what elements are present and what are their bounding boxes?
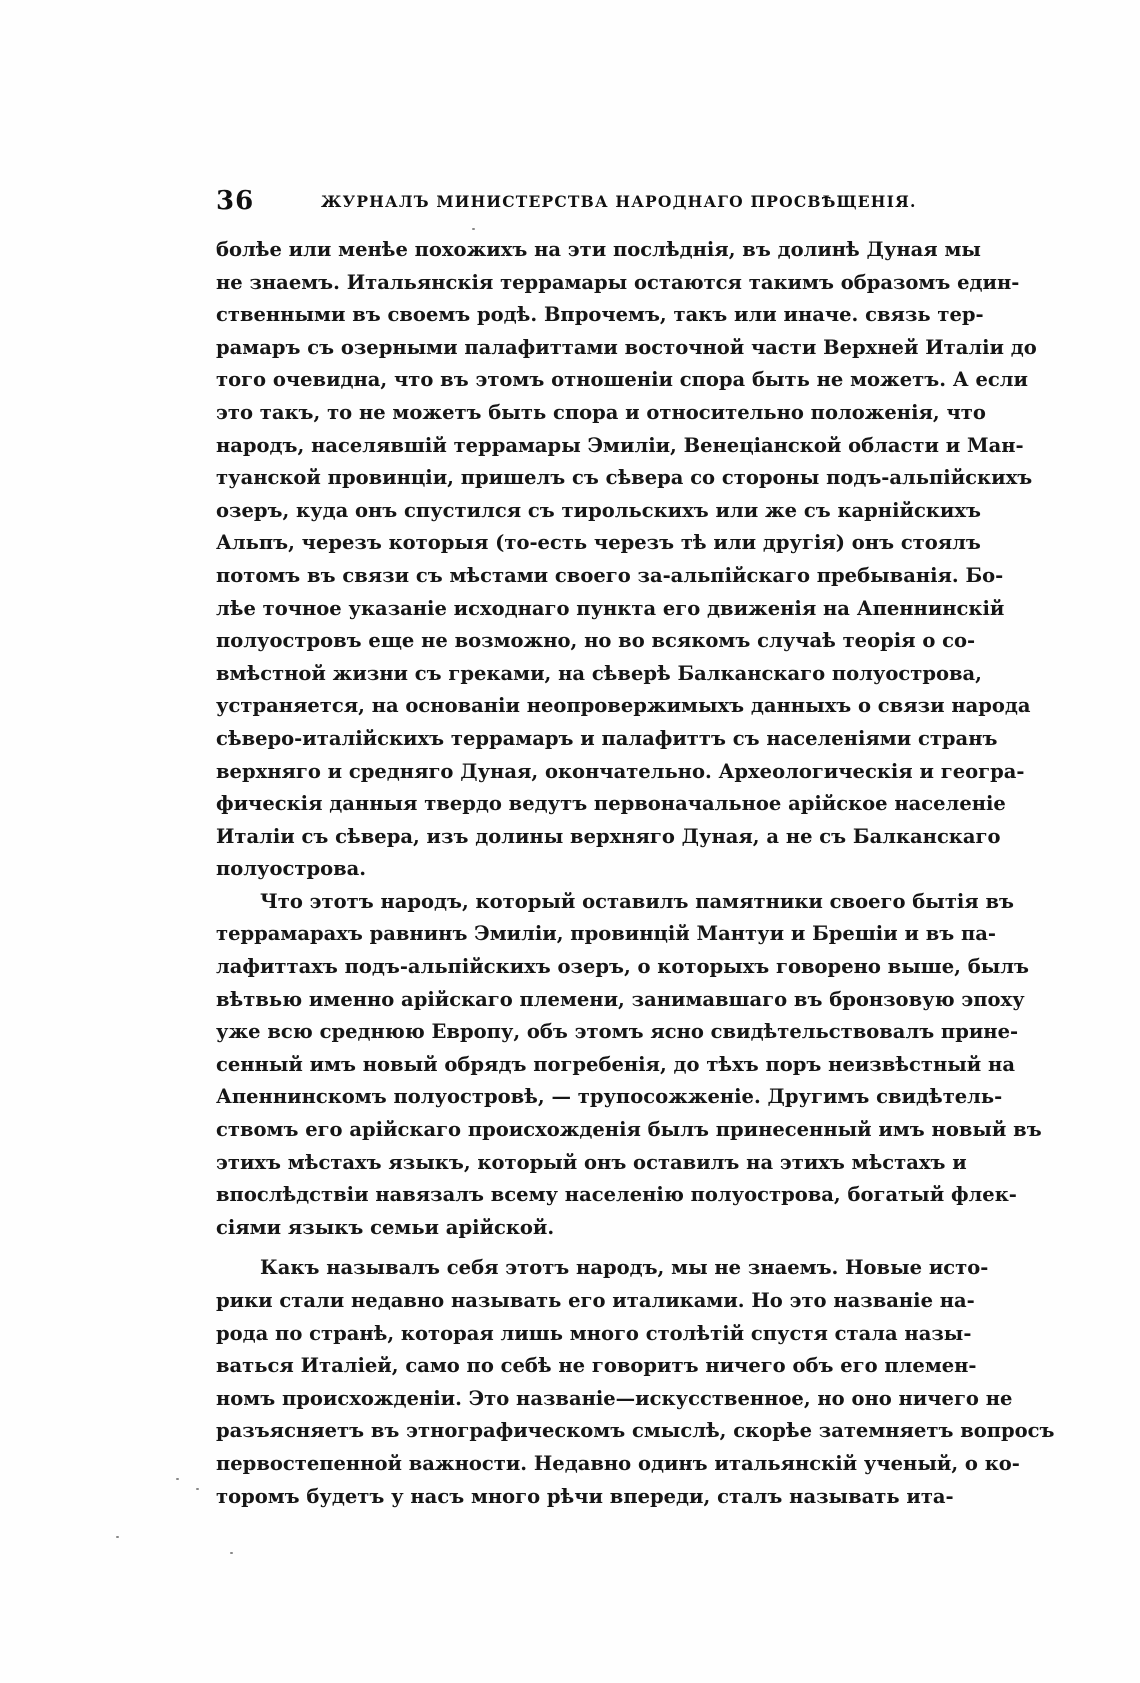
text-line: потомъ въ связи съ мѣстами своего за-альпійскаго пребыванія. Бо-: [216, 563, 1004, 587]
text-line: ваться Италіей, само по себѣ не говоритъ ничего объ его племен-: [216, 1354, 977, 1378]
text-line: туанской провинціи, пришелъ съ сѣвера со стороны подъ-альпійскихъ: [216, 466, 1033, 490]
text-line: фическія данныя твердо ведутъ первоначальное арійское населеніе: [216, 792, 1006, 816]
text-line: лафиттахъ подъ-альпійскихъ озеръ, о которыхъ говорено выше, былъ: [216, 955, 1029, 979]
text-line: устраняется, на основаніи неопровержимыхъ данныхъ о связи народа: [216, 694, 1031, 718]
body-text: [216, 234, 1055, 1513]
text-line: не знаемъ. Итальянскія террамары остаются такимъ образомъ един-: [216, 270, 1020, 294]
text-line: лѣе точное указаніе исходнаго пункта его движенія на Апеннинскій: [216, 596, 1005, 620]
text-line: этихъ мѣстахъ языкъ, который онъ оставилъ на этихъ мѣстахъ и: [216, 1150, 967, 1174]
text-line: вѣтвью именно арійскаго племени, занимавшаго въ бронзовую эпоху: [216, 987, 1025, 1011]
paragraph-end-line: полуострова.: [216, 857, 367, 881]
text-line: террамарахъ равнинъ Эмиліи, провинцій Мантуи и Брешіи и въ па-: [216, 922, 996, 946]
text-line: Италіи съ сѣвера, изъ долины верхняго Дуная, а не съ Балканскаго: [216, 824, 1001, 848]
paragraph-start-line: Какъ называлъ себя этотъ народъ, мы не знаемъ. Новые исто-: [260, 1256, 989, 1280]
text-line: впослѣдствіи навязалъ всему населенію полуострова, богатый флек-: [216, 1183, 1017, 1207]
text-line: Альпъ, черезъ которыя (то-есть черезъ тѣ или другія) онъ стоялъ: [216, 531, 981, 555]
text-line: вмѣстной жизни съ греками, на сѣверѣ Балканскаго полуострова,: [216, 661, 982, 685]
paragraph-end-line: сіями языкъ семьи арійской.: [216, 1215, 555, 1239]
text-line: сѣверо-италійскихъ террамаръ и палафиттъ съ населеніями странъ: [216, 726, 998, 750]
page-header: [216, 186, 936, 216]
text-line: сенный имъ новый обрядъ погребенія, до тѣхъ поръ неизвѣстный на: [216, 1052, 1015, 1076]
text-line: разъясняетъ въ этнографическомъ смыслѣ, скорѣе затемняетъ вопросъ: [216, 1419, 1055, 1443]
scan-speck: [176, 1478, 179, 1480]
text-line: рамаръ съ озерными палафиттами восточной части Верхней Италіи до: [216, 335, 1037, 359]
text-line: уже всю среднюю Европу, объ этомъ ясно свидѣтельствовалъ прине-: [216, 1020, 1019, 1044]
text-line: ствомъ его арійскаго происхожденія былъ принесенный имъ новый въ: [216, 1118, 1042, 1142]
paragraph-start-line: Что этотъ народъ, который оставилъ памятники своего бытія въ: [260, 889, 1015, 913]
text-line: того очевидна, что въ этомъ отношеніи спора быть не можетъ. А если: [216, 368, 1028, 392]
text-line: это такъ, то не можетъ быть спора и относительно положенія, что: [216, 400, 986, 424]
scan-speck: [472, 228, 475, 230]
page-number: 36: [216, 186, 255, 216]
text-line: болѣе или менѣе похожихъ на эти послѣднія, въ долинѣ Дуная мы: [216, 238, 981, 261]
text-line: народъ, населявшій террамары Эмиліи, Венеціанской области и Ман-: [216, 433, 1024, 457]
text-line: верхняго и средняго Дуная, окончательно. Археологическія и геогра-: [216, 759, 1025, 783]
text-line: полуостровъ еще не возможно, но во всякомъ случаѣ теорія о со-: [216, 629, 976, 653]
running-title: ЖУРНАЛЪ МИНИСТЕРСТВА НАРОДНАГО ПРОСВѢЩЕНІЯ.: [321, 192, 917, 211]
text-line: рики стали недавно называть его италиками. Но это названіе на-: [216, 1289, 975, 1312]
text-line: рода по странѣ, которая лишь много столѣтій спустя стала назы-: [216, 1321, 972, 1345]
text-line: озеръ, куда онъ спустился съ тирольскихъ или же съ карнійскихъ: [216, 498, 981, 522]
text-line: ственными въ своемъ родѣ. Впрочемъ, такъ или иначе. связь тер-: [216, 303, 984, 327]
scan-speck: [116, 1536, 119, 1538]
text-line: номъ происхожденіи. Это названіе—искусственное, но оно ничего не: [216, 1386, 1013, 1410]
text-line: первостепенной важности. Недавно одинъ итальянскій ученый, о ко-: [216, 1451, 1020, 1475]
text-line: торомъ будетъ у насъ много рѣчи впереди, сталъ называть ита-: [216, 1484, 954, 1508]
scan-speck: [196, 1488, 199, 1490]
text-line: Апеннинскомъ полуостровѣ, — трупосожженіе. Другимъ свидѣтель-: [216, 1085, 1003, 1109]
scan-speck: [230, 1552, 233, 1554]
